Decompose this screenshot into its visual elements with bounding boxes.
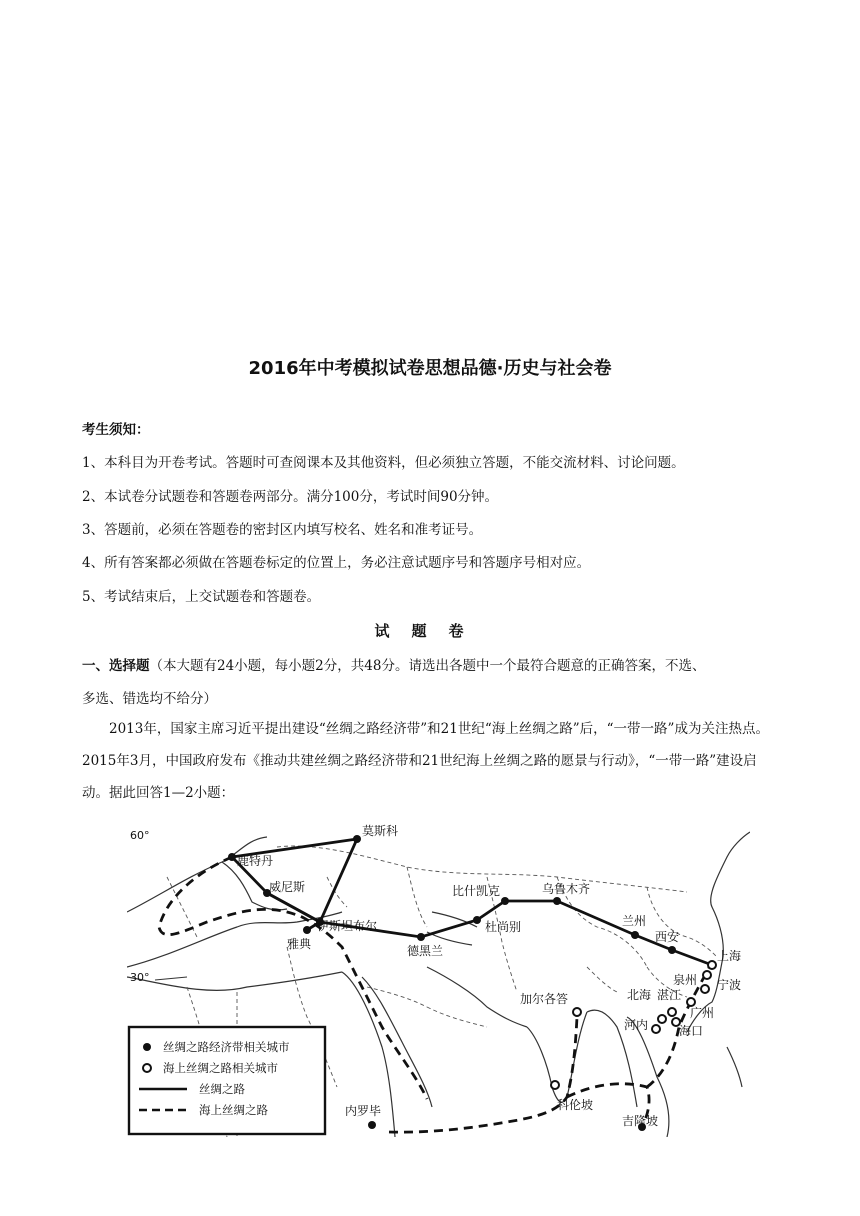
marker-quanzhou <box>701 985 709 993</box>
legend-land-city-marker <box>143 1043 151 1051</box>
marker-hanoi <box>652 1025 660 1033</box>
legend-sea-city: 海上丝绸之路相关城市 <box>163 1061 278 1075</box>
label-venice: 威尼斯 <box>269 880 306 894</box>
marker-ningbo <box>703 971 711 979</box>
marker-moscow <box>353 835 361 843</box>
label-lanzhou: 兰州 <box>622 914 647 928</box>
notice-item-1: 1、本科目为开卷考试。答题时可查阅课本及其他资料，但必须独立答题，不能交流材料、讨论问题。 <box>82 455 685 471</box>
marker-xian <box>668 946 676 954</box>
legend-land-city: 丝绸之路经济带相关城市 <box>163 1040 290 1054</box>
label-istanbul: 伊斯坦布尔 <box>317 919 378 933</box>
passage: 2013年，国家主席习近平提出建设“丝绸之路经济带”和21世纪“海上丝绸之路”后，“一带一路”成为关注热点。2015年3月，中国政府发布《推动共建丝绸之路经济带和21世纪海上丝绸之路的愿景与行动》，“一带一路”建设启动。据此回答1—2小题： <box>82 721 769 801</box>
label-zhanjiang: 湛江 <box>657 988 682 1002</box>
map-legend <box>129 1027 325 1134</box>
label-ningbo: 宁波 <box>717 978 742 992</box>
marker-colombo <box>551 1081 559 1089</box>
map-svg <box>127 817 750 1137</box>
part1-desc-line1: （本大题有24小题，每小题2分，共48分。请选出各题中一个最符合题意的正确答案，不选、 <box>149 658 706 674</box>
marker-shanghai <box>708 961 716 969</box>
label-rotterdam: 鹿特丹 <box>237 854 274 868</box>
label-colombo: 科伦坡 <box>557 1098 594 1112</box>
marker-zhanjiang <box>668 1008 676 1016</box>
label-hanoi: 河内 <box>624 1018 649 1032</box>
label-athens: 雅典 <box>287 937 312 951</box>
notice-heading: 考生须知： <box>82 422 150 438</box>
marker-athens <box>303 926 311 934</box>
marker-nairobi-dot <box>368 1121 376 1129</box>
legend-land-route: 丝绸之路 <box>199 1082 245 1096</box>
silk-road-map <box>127 817 750 1137</box>
part1-header <box>82 654 705 674</box>
marker-lanzhou <box>631 931 639 939</box>
label-dushanbe: 杜尚别 <box>485 920 522 934</box>
legend-sea-route: 海上丝绸之路 <box>199 1103 268 1117</box>
marker-beihai <box>658 1015 666 1023</box>
marker-bishkek <box>501 897 509 905</box>
label-tehran: 德黑兰 <box>407 944 444 958</box>
part1-label: 一、选择题 <box>82 658 150 674</box>
notice-item-2: 2、本试卷分试题卷和答题卷两部分。满分100分，考试时间90分钟。 <box>82 489 499 505</box>
marker-dushanbe <box>473 916 481 924</box>
label-haikou: 海口 <box>679 1024 704 1038</box>
notice-item-5: 5、考试结束后，上交试题卷和答题卷。 <box>82 589 321 605</box>
label-beihai: 北海 <box>627 988 652 1002</box>
label-shanghai: 上海 <box>717 949 742 963</box>
notice-item-3: 3、答题前，必须在答题卷的密封区内填写校名、姓名和准考证号。 <box>82 522 483 538</box>
marker-guangzhou <box>687 998 695 1006</box>
part1-desc-line2: 多选、错选均不给分） <box>82 691 217 707</box>
label-nairobi: 内罗毕 <box>345 1104 382 1118</box>
label-urumqi: 乌鲁木齐 <box>542 882 591 896</box>
label-xian: 西安 <box>655 930 680 944</box>
section-title: 试题卷 <box>374 622 486 640</box>
label-kolkata: 加尔各答 <box>520 992 569 1006</box>
notice-item-4: 4、所有答案都必须做在答题卷标定的位置上，务必注意试题序号和答题序号相对应。 <box>82 555 591 571</box>
lat-60-label: 60° <box>130 829 150 842</box>
label-quanzhou: 泉州 <box>673 973 698 987</box>
label-guangzhou: 广州 <box>690 1006 715 1020</box>
marker-tehran <box>417 933 425 941</box>
marker-urumqi <box>553 897 561 905</box>
marker-kolkata <box>573 1008 581 1016</box>
legend-sea-city-marker <box>143 1064 151 1072</box>
label-moscow: 莫斯科 <box>362 824 399 838</box>
lat-30-label: 30° <box>130 971 150 984</box>
exam-title: 2016年中考模拟试卷思想品德·历史与社会卷 <box>248 358 612 379</box>
marker-rotterdam <box>228 853 236 861</box>
label-bishkek: 比什凯克 <box>452 884 501 898</box>
label-kualalumpur: 吉隆坡 <box>622 1114 659 1128</box>
